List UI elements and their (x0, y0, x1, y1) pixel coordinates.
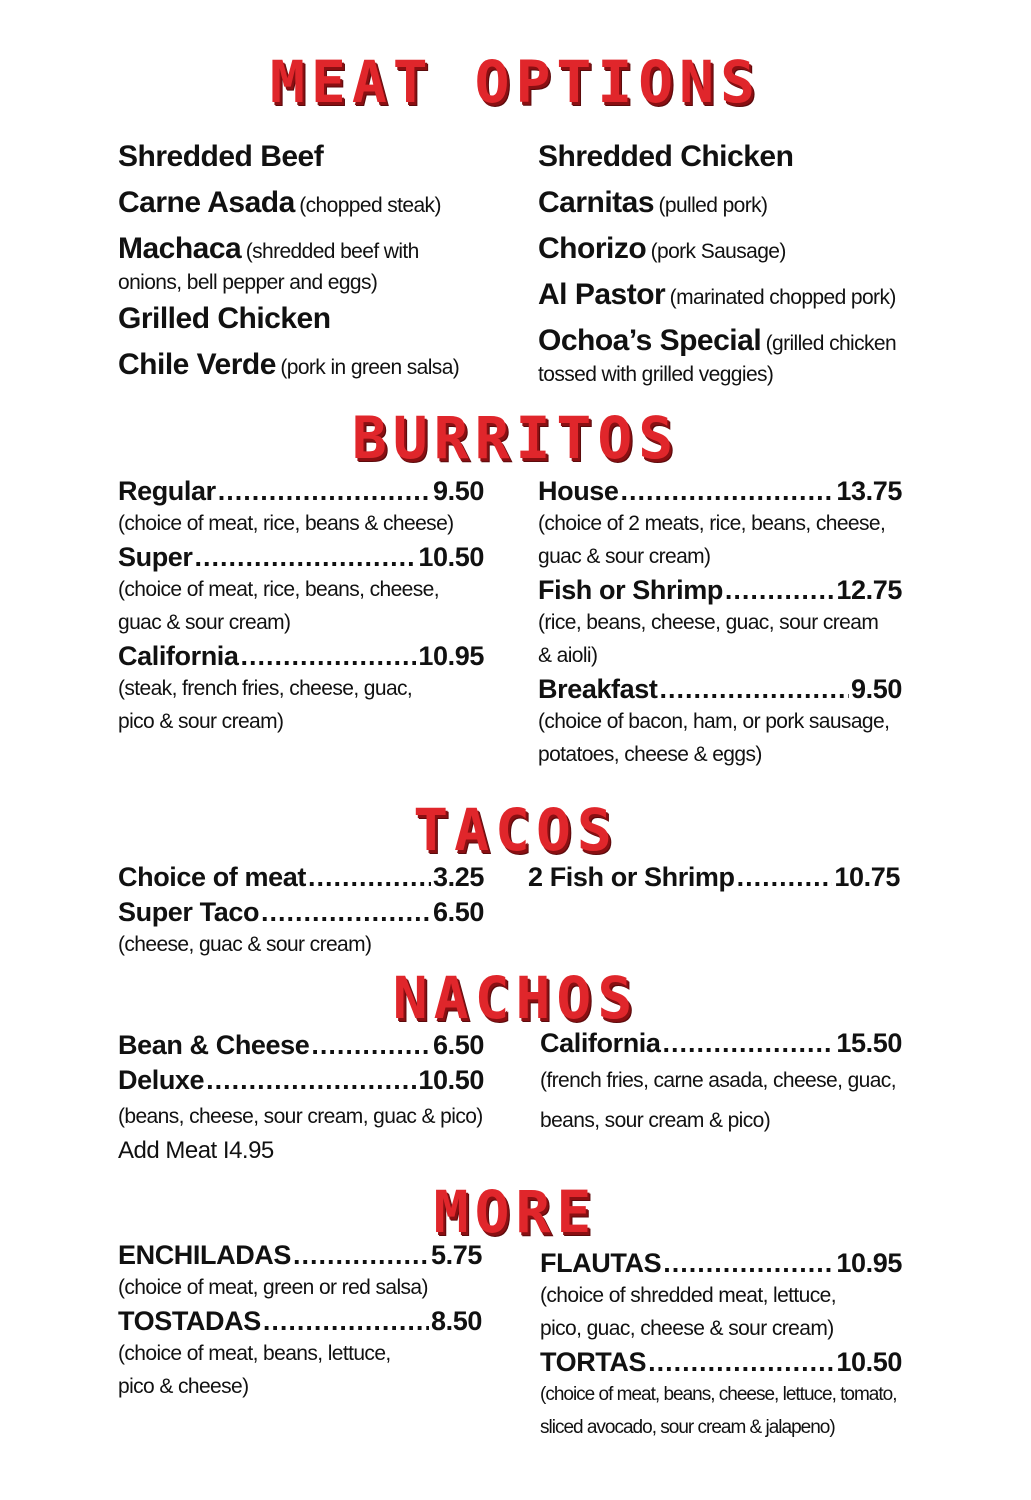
menu-item-line (118, 1030, 484, 1061)
menu-item-line (118, 1065, 484, 1096)
tacos-left-column (118, 862, 484, 961)
meat-options-right-column (538, 136, 938, 390)
item-description: (choice of meat, green or red salsa) (118, 1276, 428, 1299)
meat-name: Machaca (118, 232, 242, 265)
meat-options-left-column (118, 136, 518, 390)
item-price: 8.50 (431, 1306, 482, 1336)
meat-name: Carne Asada (118, 186, 295, 219)
item-price: 6.50 (433, 897, 484, 927)
meat-note: onions, bell pepper and eggs) (118, 271, 378, 294)
menu-item-line (118, 862, 484, 893)
menu-item-line (528, 862, 900, 893)
item-description: (choice of meat, beans, cheese, lettuce, tomato, (540, 1384, 897, 1405)
item-price: 10.50 (418, 1065, 484, 1095)
item-description: (choice of meat, rice, beans, cheese, (118, 578, 439, 601)
add-meat-note: Add Meat I4.95 (118, 1137, 274, 1164)
meat-option (118, 182, 518, 228)
item-name: Regular (118, 476, 216, 506)
tacos-title: TACOS (413, 796, 618, 864)
meat-name: Ochoa’s Special (538, 324, 762, 357)
meat-option (118, 344, 518, 390)
item-price: 10.50 (836, 1347, 902, 1377)
dot-leader (621, 476, 835, 507)
menu-item-line (540, 1347, 902, 1378)
meat-note: (pork in green salsa) (280, 356, 460, 379)
meat-note: (pork Sausage) (650, 240, 786, 263)
meat-name: Al Pastor (538, 278, 666, 311)
item-description: (choice of bacon, ham, or pork sausage, (538, 710, 890, 733)
dot-leader (648, 1347, 834, 1378)
item-price: 13.75 (836, 476, 902, 506)
item-name: Deluxe (118, 1065, 205, 1095)
dot-leader (311, 1030, 431, 1061)
menu-item-line (538, 476, 902, 507)
item-description: (steak, french fries, cheese, guac, (118, 677, 413, 700)
dot-leader (659, 674, 849, 705)
dot-leader (737, 862, 833, 893)
item-description: pico & cheese) (118, 1375, 249, 1398)
item-name: Super Taco (118, 897, 260, 927)
more-title: MORE (433, 1178, 598, 1246)
item-description: & aioli) (538, 644, 598, 667)
item-name: 2 Fish or Shrimp (528, 862, 735, 892)
menu-item-line (540, 1028, 902, 1059)
meat-option (538, 228, 938, 274)
item-name: FLAUTAS (540, 1248, 662, 1278)
item-price: 9.50 (433, 476, 484, 506)
menu-item-line (118, 476, 484, 507)
meat-name: Carnitas (538, 186, 655, 219)
dot-leader (195, 542, 417, 573)
item-description: (choice of 2 meats, rice, beans, cheese, (538, 512, 886, 535)
item-price: 5.75 (431, 1240, 482, 1270)
item-price: 15.50 (836, 1028, 902, 1058)
dot-leader (663, 1028, 835, 1059)
menu-item-line (540, 1248, 902, 1279)
menu-item-line (118, 1240, 482, 1271)
menu-item-line (538, 674, 902, 705)
meat-note: (pulled pork) (658, 194, 768, 217)
menu-item-line (118, 897, 484, 928)
meat-note: (marinated chopped pork) (669, 286, 896, 309)
item-description: guac & sour cream) (118, 611, 291, 634)
item-price: 9.50 (851, 674, 902, 704)
item-name: ENCHILADAS (118, 1240, 292, 1270)
nachos-left-column (118, 1030, 484, 1165)
menu-item-line (118, 542, 484, 573)
dot-leader (308, 862, 431, 893)
item-name: California (540, 1028, 661, 1058)
meat-name: Grilled Chicken (118, 302, 331, 335)
item-description: (french fries, carne asada, cheese, guac, (540, 1069, 896, 1092)
dot-leader (241, 641, 417, 672)
dot-leader (663, 1248, 834, 1279)
item-name: Super (118, 542, 193, 572)
dot-leader (261, 897, 431, 928)
dot-leader (263, 1306, 429, 1337)
dot-leader (725, 575, 835, 606)
item-name: Choice of meat (118, 862, 306, 892)
meat-name: Shredded Chicken (538, 140, 794, 173)
item-description: pico & sour cream) (118, 710, 284, 733)
burritos-right-column (538, 476, 902, 771)
dot-leader (206, 1065, 416, 1096)
meat-name: Shredded Beef (118, 140, 324, 173)
dot-leader (293, 1240, 429, 1271)
item-price: 3.25 (433, 862, 484, 892)
item-description: guac & sour cream) (538, 545, 711, 568)
item-price: 10.50 (418, 542, 484, 572)
item-description: (choice of shredded meat, lettuce, (540, 1284, 836, 1307)
item-description: (rice, beans, cheese, guac, sour cream (538, 611, 879, 634)
item-name: TOSTADAS (118, 1306, 261, 1336)
item-name: TORTAS (540, 1347, 647, 1377)
item-description: (choice of meat, rice, beans & cheese) (118, 512, 454, 535)
meat-note: (shredded beef with (245, 240, 419, 263)
item-description: (cheese, guac & sour cream) (118, 933, 372, 956)
menu-item-line (118, 641, 484, 672)
more-right-column (540, 1248, 902, 1444)
meat-option (118, 298, 518, 344)
item-name: Breakfast (538, 674, 658, 704)
meat-option (118, 136, 518, 182)
item-description: beans, sour cream & pico) (540, 1109, 771, 1132)
item-price: 12.75 (836, 575, 902, 605)
burritos-title: BURRITOS (351, 404, 680, 472)
meat-name: Chorizo (538, 232, 647, 265)
more-left-column (118, 1240, 482, 1403)
meat-note: (grilled chicken (765, 332, 897, 355)
tacos-right-column (528, 862, 900, 893)
item-price: 10.75 (834, 862, 900, 892)
item-description: sliced avocado, sour cream & jalapeno) (540, 1417, 835, 1438)
item-description: (choice of meat, beans, lettuce, (118, 1342, 391, 1365)
menu-item-line (118, 1306, 482, 1337)
item-price: 10.95 (836, 1248, 902, 1278)
item-description: pico, guac, cheese & sour cream) (540, 1317, 834, 1340)
item-name: Fish or Shrimp (538, 575, 723, 605)
meat-option (538, 182, 938, 228)
nachos-right-column (540, 1028, 902, 1141)
meat-name: Chile Verde (118, 348, 276, 381)
item-description: potatoes, cheese & eggs) (538, 743, 762, 766)
nachos-title: NACHOS (392, 964, 639, 1032)
item-price: 6.50 (433, 1030, 484, 1060)
item-description: (beans, cheese, sour cream, guac & pico) (118, 1105, 483, 1128)
meat-option (538, 274, 938, 320)
item-name: House (538, 476, 619, 506)
menu-item-line (538, 575, 902, 606)
item-price: 10.95 (418, 641, 484, 671)
burritos-left-column (118, 476, 484, 738)
meat-note: (chopped steak) (299, 194, 441, 217)
meat-option (538, 136, 938, 182)
item-name: Bean & Cheese (118, 1030, 310, 1060)
meat-options-title: MEAT OPTIONS (269, 48, 762, 116)
meat-note: tossed with grilled veggies) (538, 363, 774, 386)
item-name: California (118, 641, 239, 671)
dot-leader (218, 476, 431, 507)
